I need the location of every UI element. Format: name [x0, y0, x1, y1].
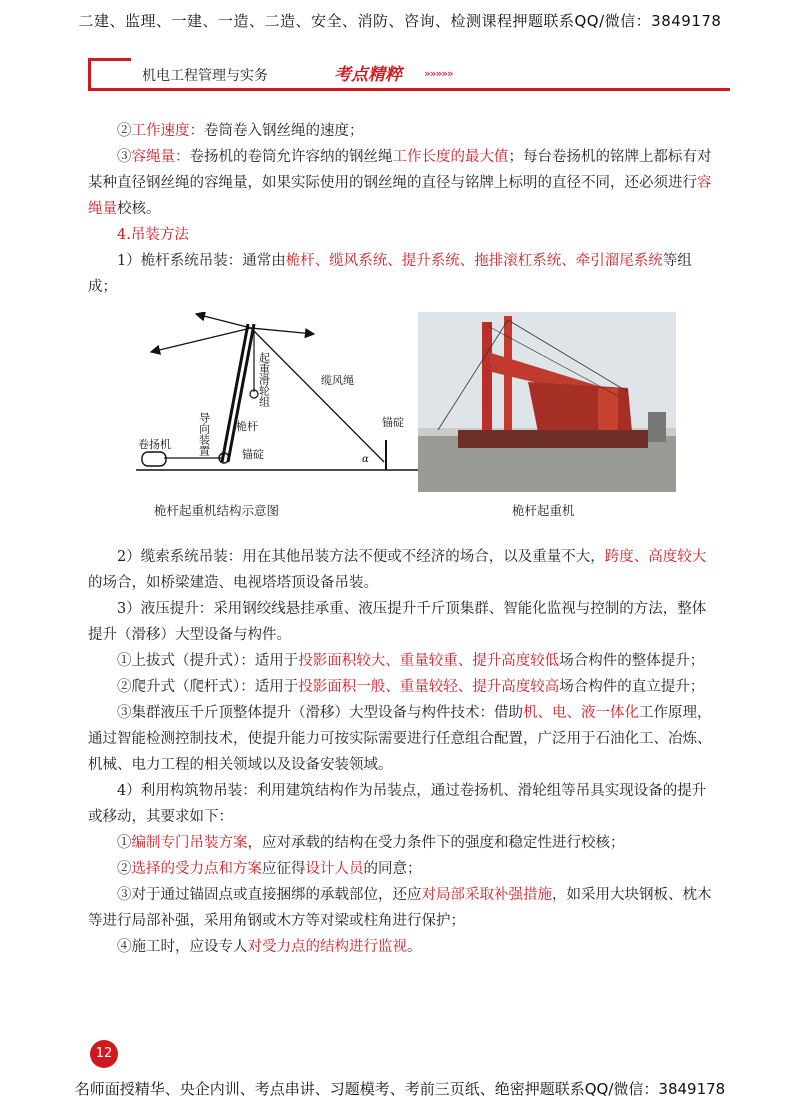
mast-label: 桅杆	[236, 420, 258, 433]
paragraph-pull-up-type: ①上拔式（提升式）：适用于投影面积较大、重量较重、提升高度较低场合构件的整体提升；	[117, 653, 705, 669]
paragraph-requirement-3: ③对于通过锚固点或直接捆绑的承载部位，还应对局部采取补强措施，如采用大块钢板、枕木等进行局部补强，采用角钢或木方等对梁或柱角进行保护；	[88, 887, 712, 929]
bottom-banner: 名师面授精华、央企内训、考点串讲、习题模考、考前三页纸、绝密押题联系QQ/微信：3849178	[74, 1080, 726, 1098]
guy-rope-label: 缆风绳	[321, 374, 354, 387]
page-number-badge: 12	[90, 1040, 118, 1068]
paragraph-mast-system: 1）桅杆系统吊装：通常由桅杆、缆风系统、提升系统、拖排滚杠系统、牵引溜尾系统等组成；	[88, 253, 692, 295]
main-content	[88, 118, 716, 960]
anchor-base-label: 锚碇	[242, 448, 264, 461]
book-title: 机电工程管理与实务	[142, 68, 268, 84]
chevron-icon: »»»»»	[424, 67, 453, 80]
page-header	[88, 58, 730, 91]
header-corner-decoration	[88, 58, 131, 88]
paragraph-structure-lifting: 4）利用构筑物吊装：利用建筑结构作为吊装点，通过卷扬机、滑轮组等吊具实现设备的提升或移动，其要求如下：	[88, 783, 707, 825]
anchor-label: 锚碇	[382, 416, 404, 429]
top-banner: 二建、监理、一建、一造、二造、安全、消防、咨询、检测课程押题联系QQ/微信：3849178	[78, 12, 722, 30]
winch-label: 卷扬机	[138, 438, 171, 451]
paragraph-requirement-4: ④施工时，应设专人对受力点的结构进行监视。	[117, 939, 422, 955]
paragraph-jack-cluster: ③集群液压千斤顶整体提升（滑移）大型设备与构件技术：借助机、电、液一体化工作原理，通过智能检测控制技术，使提升能力可按实际需要进行任意组合配置，广泛用于石油化工、冶炼、机械、电力工程的相关领域以及设备安装领域。	[88, 705, 712, 773]
paragraph-hydraulic-lifting: 3）液压提升：采用钢绞线悬挂承重、液压提升千斤顶集群、智能化监视与控制的方法，整体提升（滑移）大型设备与构件。	[88, 601, 707, 643]
figures-row	[88, 308, 716, 538]
paragraph-rope-capacity: ③容绳量：卷扬机的卷筒允许容纳的钢丝绳工作长度的最大值；每台卷扬机的铭牌上都标有对某种直径钢丝绳的容绳量，如果实际使用的钢丝绳的直径与铭牌上标明的直径不同，还必须进行容绳量校核。	[88, 149, 712, 217]
figure-left-caption: 桅杆起重机结构示意图	[154, 503, 280, 518]
paragraph-requirement-1: ①编制专门吊装方案，应对承载的结构在受力条件下的强度和稳定性进行校核；	[117, 835, 625, 851]
mast-crane-diagram	[136, 312, 436, 492]
paragraph-requirement-2: ②选择的受力点和方案应征得设计人员的同意；	[117, 861, 422, 877]
paragraph-cable-system: 2）缆索系统吊装：用在其他吊装方法不便或不经济的场合，以及重量不大，跨度、高度较大的场合，如桥梁建造、电视塔塔顶设备吊装。	[88, 549, 707, 591]
paragraph-climbing-type: ②爬升式（爬杆式）：适用于投影面积一般、重量较轻、提升高度较高场合构件的直立提升；	[117, 679, 705, 695]
pulley-label: 起重滑轮组	[257, 352, 271, 407]
mast-crane-photo	[418, 312, 676, 492]
figure-right-caption: 桅杆起重机	[512, 503, 575, 518]
paragraph-work-speed: ②工作速度：卷筒卷入钢丝绳的速度；	[117, 123, 364, 139]
guide-label: 导向装置	[197, 412, 211, 456]
section-heading-lifting-methods: 4.吊装方法	[117, 227, 189, 243]
section-title: 考点精粹	[334, 65, 402, 85]
angle-label: α	[362, 454, 369, 465]
